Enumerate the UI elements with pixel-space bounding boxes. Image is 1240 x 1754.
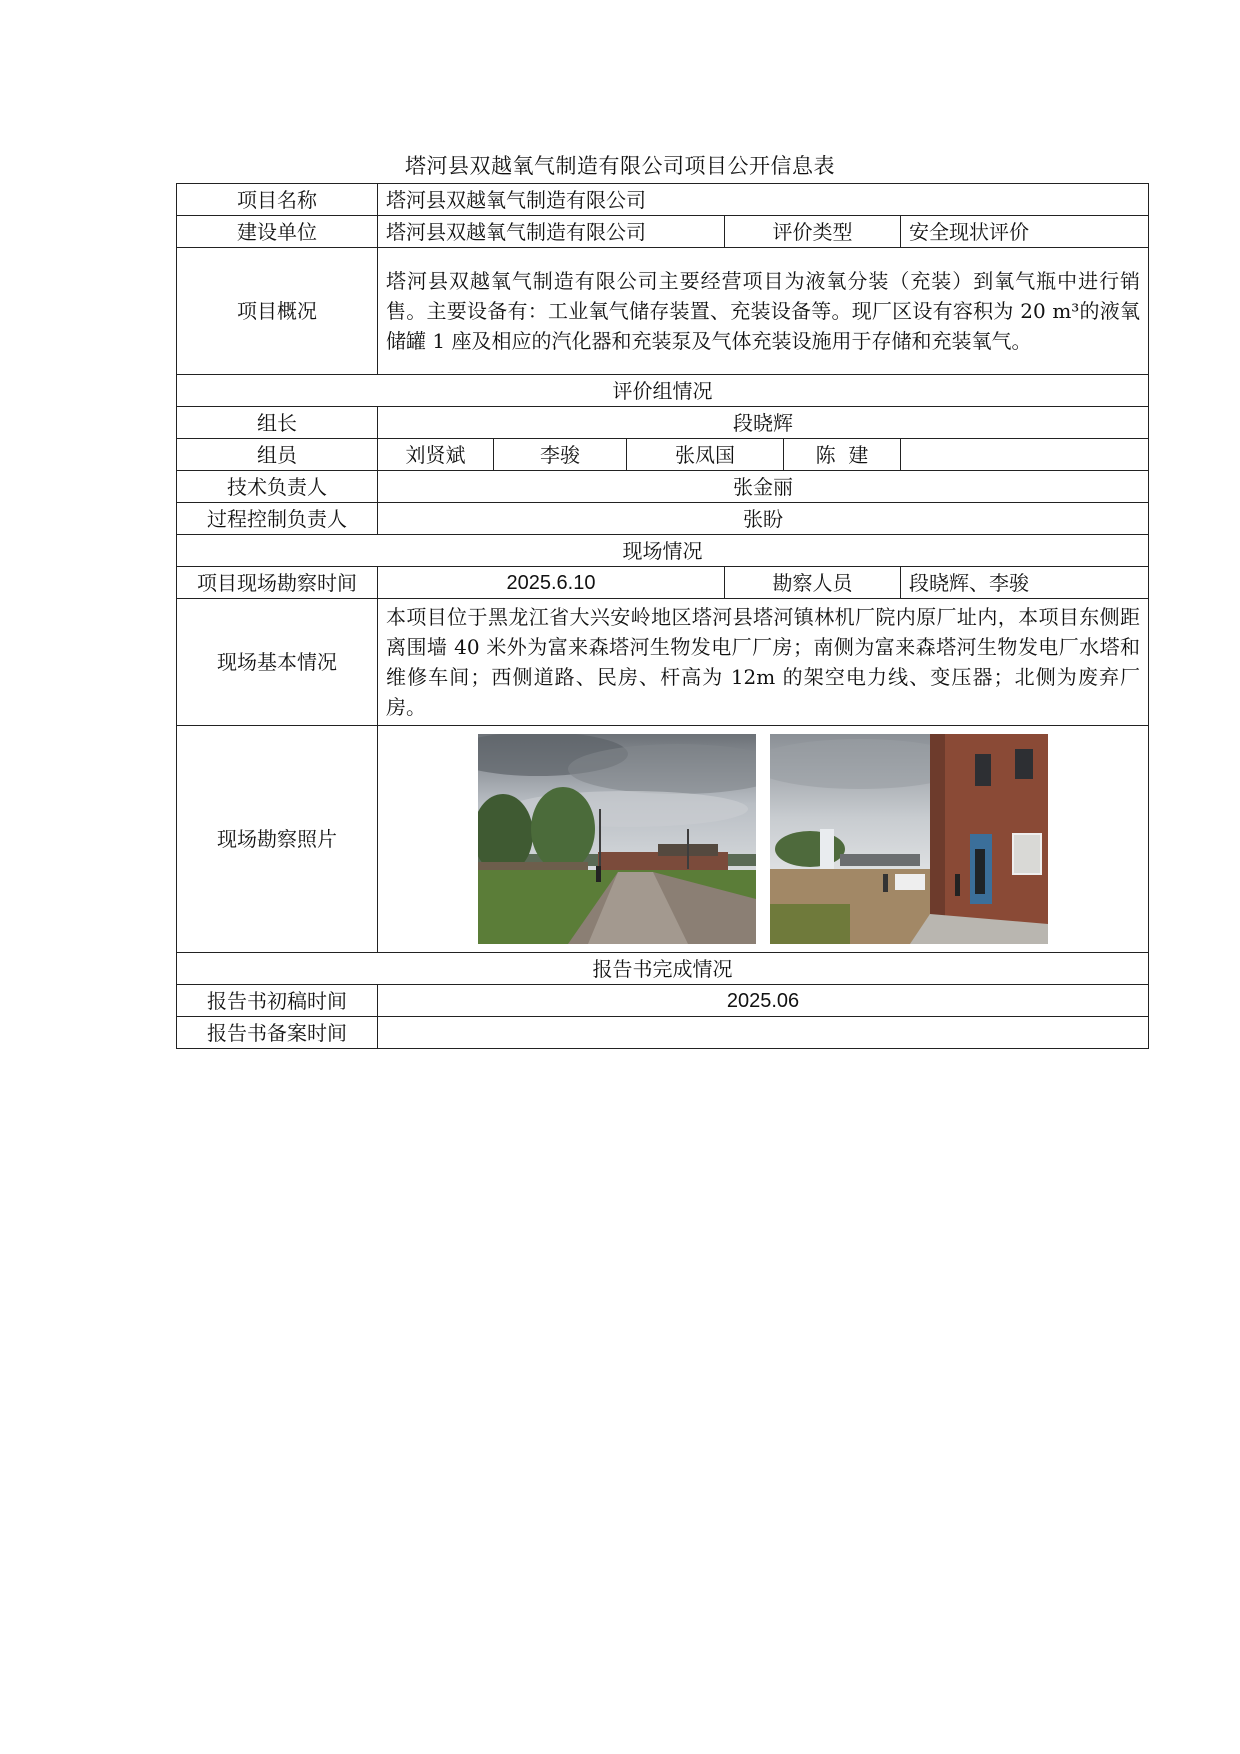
process-lead-value: 张盼 <box>378 503 1149 535</box>
row-filing-time <box>177 1017 1149 1049</box>
site-photo-building <box>770 734 1048 944</box>
row-team-section <box>177 375 1149 407</box>
member-5 <box>901 439 1149 471</box>
info-table <box>176 183 1149 1049</box>
report-section-heading: 报告书完成情况 <box>177 953 1149 985</box>
row-site-basic <box>177 599 1149 726</box>
leader-value: 段晓辉 <box>378 407 1149 439</box>
filing-time-label: 报告书备案时间 <box>177 1017 378 1049</box>
row-members <box>177 439 1149 471</box>
row-project-name <box>177 184 1149 216</box>
member-1: 刘贤斌 <box>378 439 494 471</box>
row-site-section <box>177 535 1149 567</box>
tech-lead-value: 张金丽 <box>378 471 1149 503</box>
overview-label: 项目概况 <box>177 248 378 375</box>
construction-unit-value: 塔河县双越氧气制造有限公司 <box>378 216 725 248</box>
process-lead-label: 过程控制负责人 <box>177 503 378 535</box>
survey-staff-value: 段晓辉、李骏 <box>901 567 1149 599</box>
row-leader <box>177 407 1149 439</box>
construction-unit-label: 建设单位 <box>177 216 378 248</box>
eval-type-label: 评价类型 <box>725 216 901 248</box>
draft-time-label: 报告书初稿时间 <box>177 985 378 1017</box>
row-report-section <box>177 953 1149 985</box>
document-title: 塔河县双越氧气制造有限公司项目公开信息表 <box>405 154 835 178</box>
leader-label: 组长 <box>177 407 378 439</box>
row-draft-time <box>177 985 1149 1017</box>
project-name-label: 项目名称 <box>177 184 378 216</box>
filing-time-value <box>378 1017 1149 1049</box>
project-name-value: 塔河县双越氧气制造有限公司 <box>378 184 1149 216</box>
team-section-heading: 评价组情况 <box>177 375 1149 407</box>
draft-time-value: 2025.06 <box>378 985 1149 1017</box>
overview-text: 塔河县双越氧气制造有限公司主要经营项目为液氧分装（充装）到氧气瓶中进行销售。主要设备有：工业氧气储存装置、充装设备等。现厂区设有容积为 20 m³的液氧储罐 1 座及相应的汽化器和充装泵及气体充装设施用于存储和充装氧气。 <box>378 248 1149 375</box>
row-process-lead <box>177 503 1149 535</box>
tech-lead-label: 技术负责人 <box>177 471 378 503</box>
site-photo-road <box>478 734 756 944</box>
site-basic-label: 现场基本情况 <box>177 599 378 726</box>
member-3: 张凤国 <box>627 439 784 471</box>
survey-time-value: 2025.6.10 <box>378 567 725 599</box>
row-survey-time <box>177 567 1149 599</box>
survey-staff-label: 勘察人员 <box>725 567 901 599</box>
member-4: 陈 建 <box>784 439 901 471</box>
eval-type-value: 安全现状评价 <box>901 216 1149 248</box>
site-photo-label: 现场勘察照片 <box>177 726 378 953</box>
row-tech-lead <box>177 471 1149 503</box>
survey-time-label: 项目现场勘察时间 <box>177 567 378 599</box>
member-2: 李骏 <box>494 439 627 471</box>
row-construction-unit <box>177 216 1149 248</box>
members-label: 组员 <box>177 439 378 471</box>
site-section-heading: 现场情况 <box>177 535 1149 567</box>
row-overview <box>177 248 1149 375</box>
site-photo-cell <box>378 726 1149 953</box>
row-site-photos <box>177 726 1149 953</box>
site-basic-text: 本项目位于黑龙江省大兴安岭地区塔河县塔河镇林机厂院内原厂址内，本项目东侧距离围墙 40 米外为富来森塔河生物发电厂厂房；南侧为富来森塔河生物发电厂水塔和维修车间；西侧道路、民房、杆高为 12m 的架空电力线、变压器；北侧为废弃厂房。 <box>378 599 1149 726</box>
